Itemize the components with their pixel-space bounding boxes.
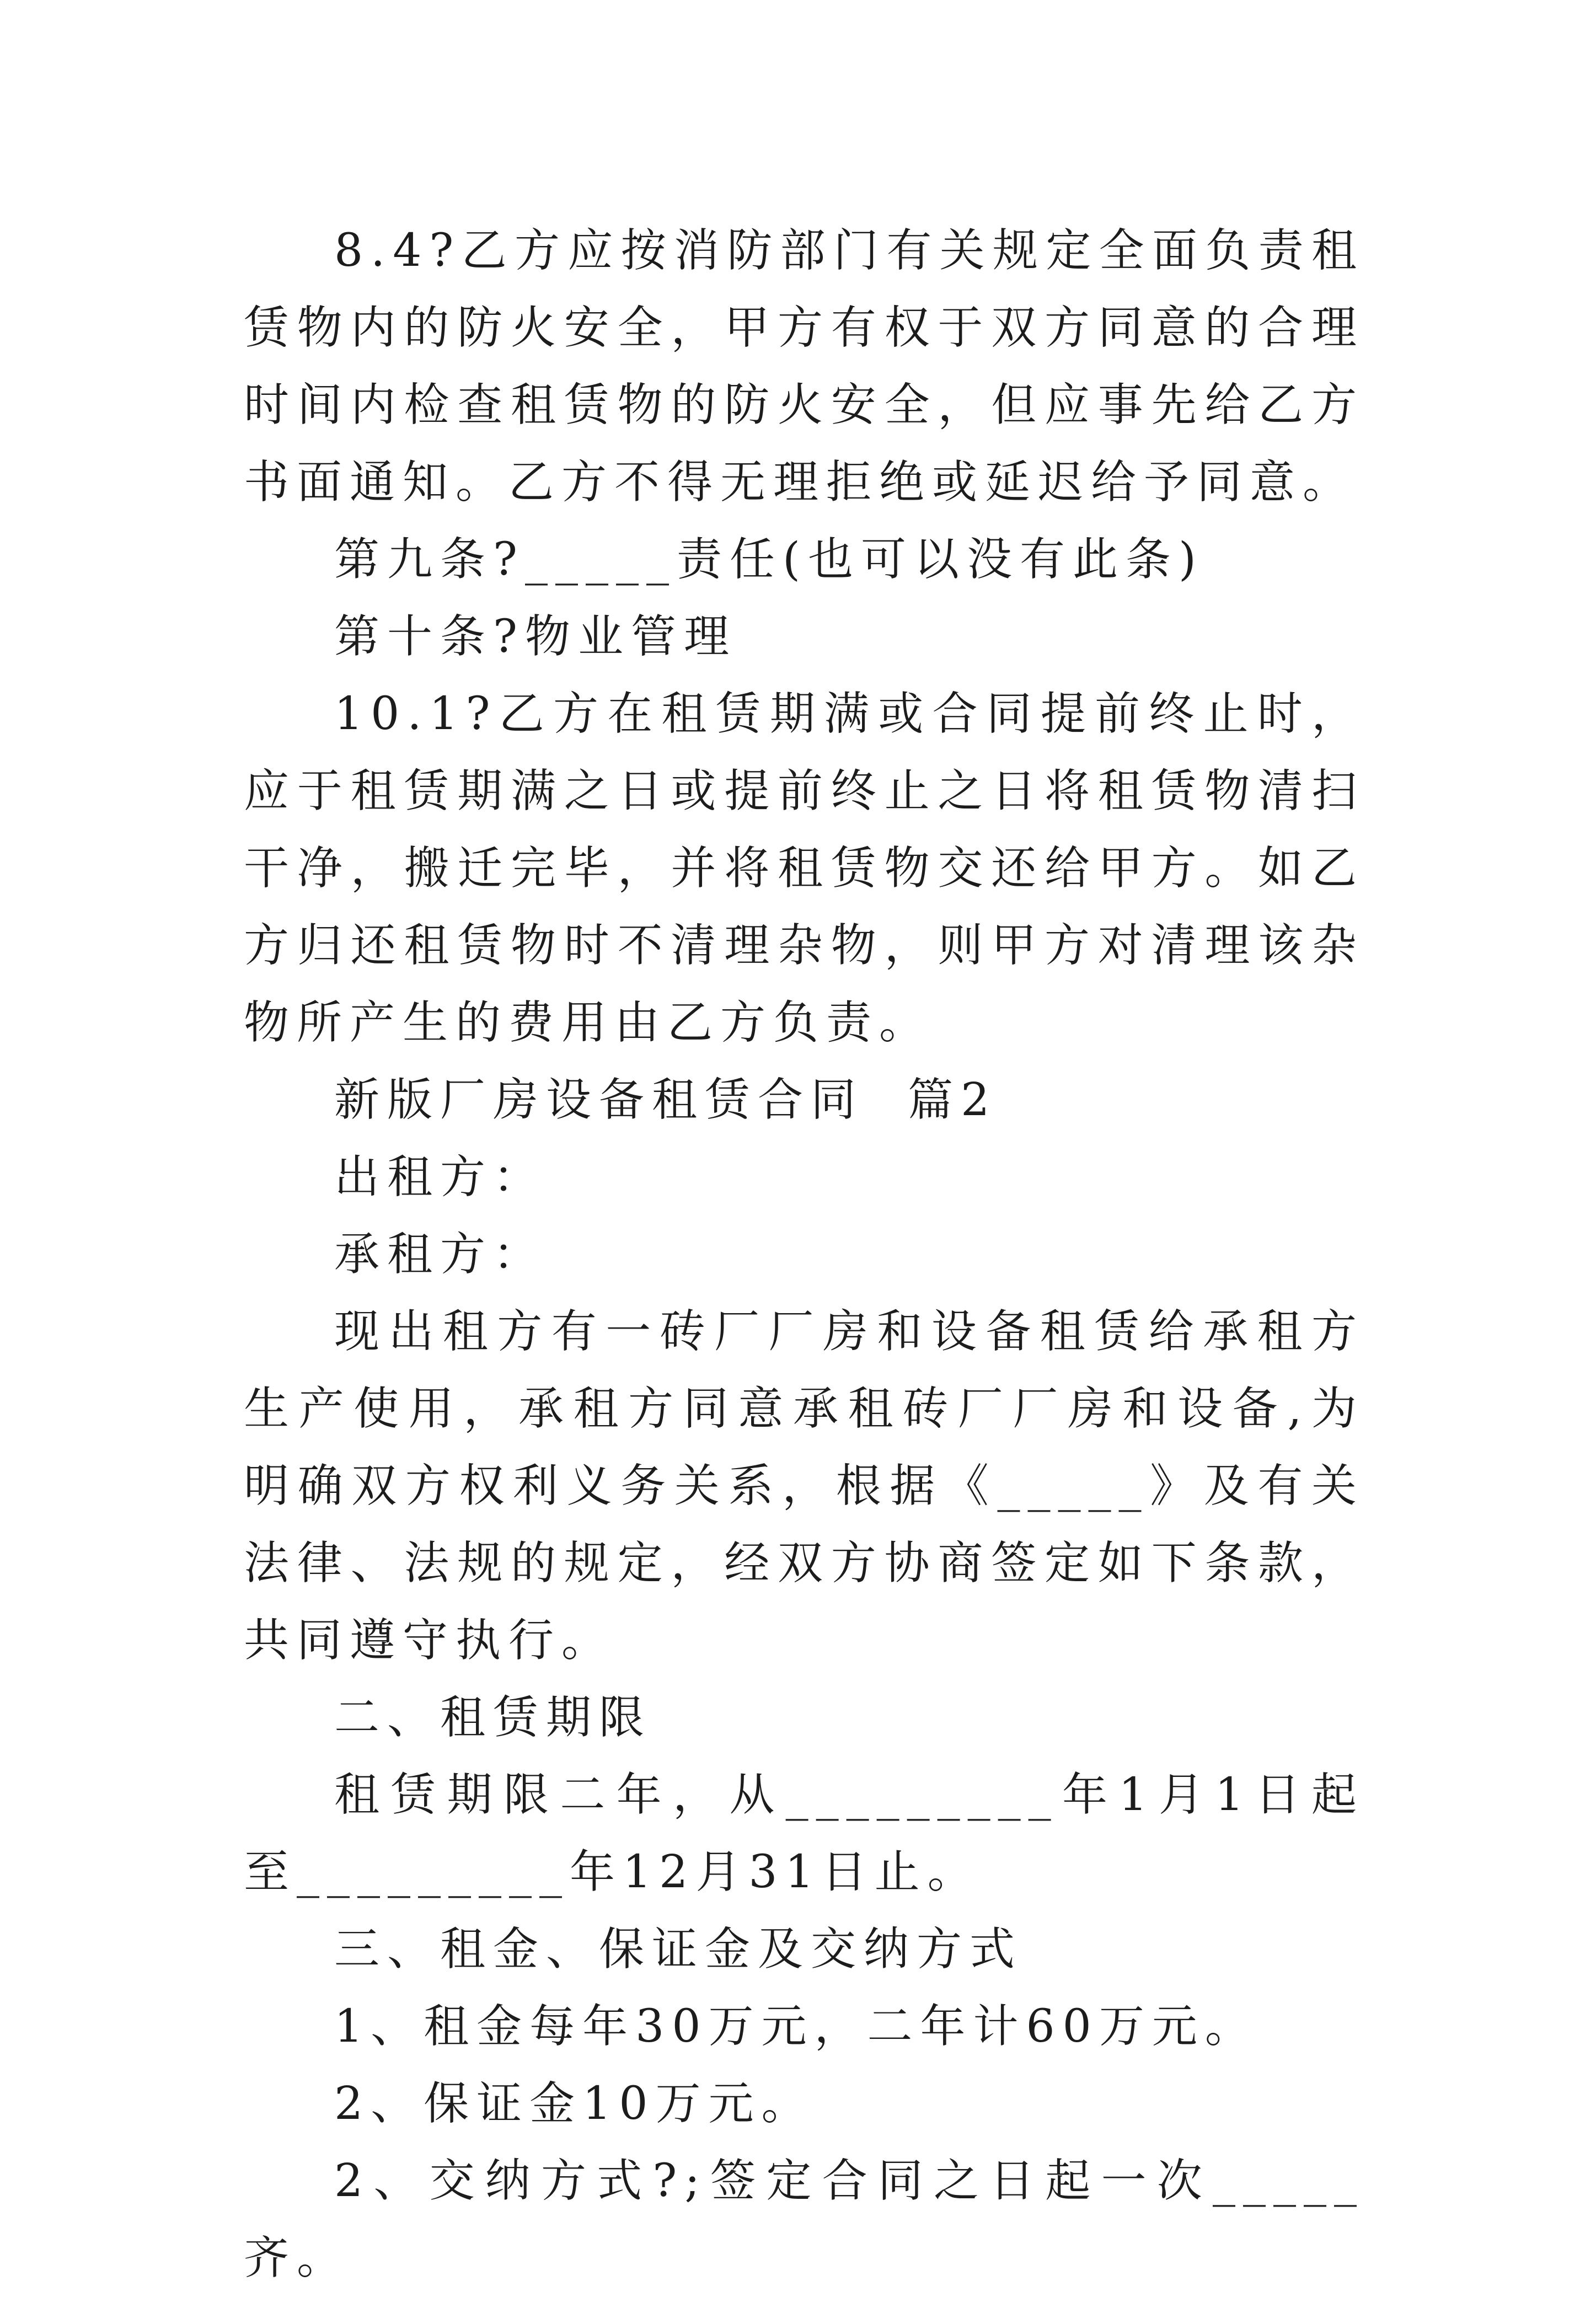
document-body [244,212,1364,2297]
lessee-label: 承租方： [334,1228,547,1281]
paragraph-preamble: 现出租方有一砖厂厂房和设备租赁给承租方生产使用，承租方同意承租砖厂厂房和设备,为明确双方权利义务关系，根据《_____》及有关法律、法规的规定，经双方协商签定如下条款，共同遵守执行。 [244,1305,1364,1667]
paragraph-article-9-heading: 第九条?_____责任(也可以没有此条) [334,533,1204,586]
paragraph-lease-term: 租赁期限二年，从_________年1月1日起至_________年12月31日止。 [244,1769,1364,1898]
paragraph-deposit-amount: 2、保证金10万元。 [334,2078,815,2130]
paragraph-payment-method: 2、交纳方式?;签定合同之日起一次_____齐。 [244,2155,1364,2284]
contract-title-part-2: 新版厂房设备租赁合同 篇2 [334,1074,998,1126]
paragraph-rent-amount: 1、租金每年30万元，二年计60万元。 [334,2000,1258,2053]
section-lease-term-heading: 二、租赁期限 [334,1691,652,1744]
section-rent-deposit-heading: 三、租金、保证金及交纳方式 [334,1923,1023,1975]
paragraph-10-1-return-premises: 10.1?乙方在租赁期满或合同提前终止时，应于租赁期满之日或提前终止之日将租赁物清扫干净，搬迁完毕，并将租赁物交还给甲方。如乙方归还租赁物时不清理杂物，则甲方对清理该杂物所产生的费用由乙方负责。 [244,688,1364,1049]
paragraph-8-4-fire-safety: 8.4?乙方应按消防部门有关规定全面负责租赁物内的防火安全，甲方有权于双方同意的合理时间内检查租赁物的防火安全，但应事先给乙方书面通知。乙方不得无理拒绝或延迟给予同意。 [244,224,1364,508]
paragraph-article-10-heading: 第十条?物业管理 [334,611,737,663]
lessor-label: 出租方： [334,1151,547,1203]
